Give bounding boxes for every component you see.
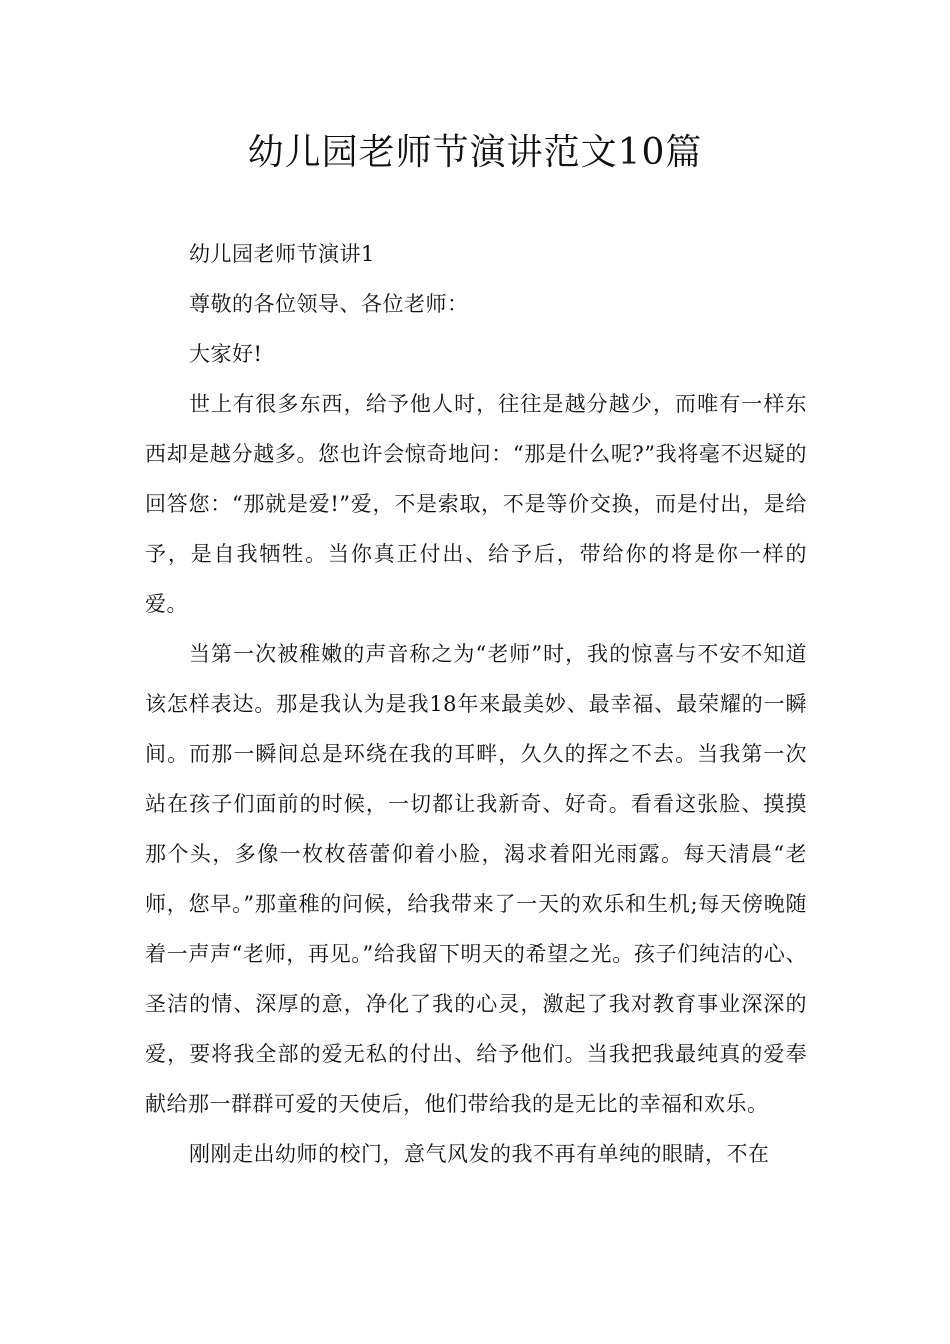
body-paragraph: 世上有很多东西，给予他人时，往往是越分越少，而唯有一样东西却是越分越多。您也许会惊奇地问：“那是什么呢?”我将毫不迟疑的回答您：“那就是爱!”爱，不是索取，不是等价交换，而是付出，是给予，是自我牺牲。当你真正付出、给予后，带给你的将是你一样的爱。 <box>145 392 807 616</box>
section-heading: 幼儿园老师节演讲1 <box>189 242 375 266</box>
document-body <box>145 229 807 1179</box>
salutation: 尊敬的各位领导、各位老师： <box>189 292 469 316</box>
document-title: 幼儿园老师节演讲范文10篇 <box>247 132 703 173</box>
greeting: 大家好! <box>189 342 263 366</box>
body-paragraph: 刚刚走出幼师的校门，意气风发的我不再有单纯的眼睛，不在 <box>189 1142 770 1166</box>
body-paragraph: 当第一次被稚嫩的声音称之为“老师”时，我的惊喜与不安不知道该怎样表达。那是我认为是我18年来最美妙、最幸福、最荣耀的一瞬间。而那一瞬间总是环绕在我的耳畔，久久的挥之不去。当我第一次站在孩子们面前的时候，一切都让我新奇、好奇。看看这张脸、摸摸那个头，多像一枚枚蓓蕾仰着小脸，渴求着阳光雨露。每天清晨“老师，您早。”那童稚的问候，给我带来了一天的欢乐和生机;每天傍晚随着一声声“老师，再见。”给我留下明天的希望之光。孩子们纯洁的心、圣洁的情、深厚的意，净化了我的心灵，激起了我对教育事业深深的爱，要将我全部的爱无私的付出、给予他们。当我把我最纯真的爱奉献给那一群群可爱的天使后，他们带给我的是无比的幸福和欢乐。 <box>145 642 807 1116</box>
